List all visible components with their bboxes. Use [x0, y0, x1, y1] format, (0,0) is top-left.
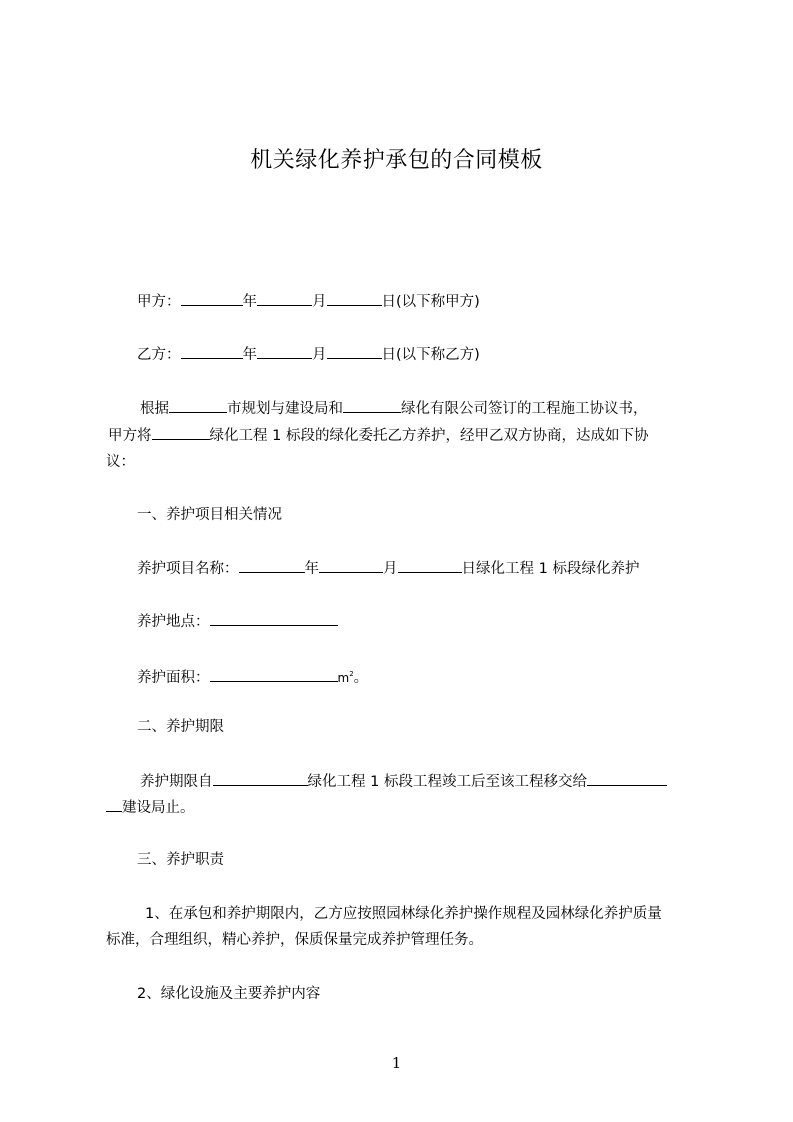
- intro-text-4: 甲方将: [108, 428, 152, 444]
- area-unit: m: [337, 671, 350, 685]
- section-3-heading: 三、养护职责: [137, 852, 224, 868]
- project-name-blank-year: [239, 558, 305, 573]
- period-blank-1: [213, 771, 308, 786]
- party-a-blank-year: [181, 291, 243, 306]
- duty-item-1-line-2: 标准，合理组织，精心养护，保质保量完成养护管理任务。: [106, 932, 483, 948]
- party-a-line: [137, 291, 480, 312]
- party-a-month: 月: [312, 294, 327, 310]
- party-b-blank-year: [181, 344, 243, 359]
- area-end: 。: [353, 670, 369, 686]
- intro-blank-1: [169, 398, 227, 413]
- intro-text-2: 市规划与建设局和: [227, 401, 343, 417]
- party-b-label: 乙方：: [137, 347, 181, 363]
- party-b-blank-day: [327, 344, 382, 359]
- period-blank-3: [106, 797, 122, 812]
- project-name-label: 养护项目名称：: [137, 561, 239, 577]
- project-name-line: [137, 558, 639, 579]
- period-line-2: [106, 797, 195, 818]
- location-line: [137, 611, 338, 632]
- party-b-line: [137, 344, 480, 365]
- party-a-label: 甲方：: [137, 294, 181, 310]
- period-line-1: [140, 771, 667, 792]
- party-a-day-suffix: 日(以下称甲方): [381, 294, 480, 310]
- intro-text-3: 绿化有限公司签订的工程施工协议书，: [401, 401, 648, 417]
- document-title: 机关绿化养护承包的合同模板: [250, 148, 543, 173]
- intro-line-1: [140, 398, 648, 419]
- section-1-heading: 一、养护项目相关情况: [137, 507, 282, 523]
- party-b-blank-month: [257, 344, 312, 359]
- section-2-heading: 二、养护期限: [137, 719, 224, 735]
- intro-text-5: 绿化工程 1 标段的绿化委托乙方养护，经甲乙双方协商，达成如下协: [209, 428, 649, 444]
- intro-line-3: [106, 452, 135, 472]
- party-b-month: 月: [312, 347, 327, 363]
- intro-line-2: [108, 425, 648, 446]
- area-blank: [210, 667, 338, 682]
- party-a-blank-month: [257, 291, 312, 306]
- project-name-blank-month: [319, 558, 383, 573]
- party-a-blank-day: [327, 291, 382, 306]
- page-number: 1: [391, 1054, 402, 1072]
- period-blank-2: [587, 771, 667, 786]
- project-name-year: 年: [304, 561, 319, 577]
- area-label: 养护面积：: [137, 670, 210, 686]
- intro-blank-3: [152, 425, 210, 440]
- location-label: 养护地点：: [137, 614, 210, 630]
- party-b-day-suffix: 日(以下称乙方): [381, 347, 480, 363]
- period-text-2: 绿化工程 1 标段工程竣工后至该工程移交给: [307, 774, 587, 790]
- project-name-blank-day: [398, 558, 462, 573]
- period-text-3: 建设局止。: [122, 800, 195, 816]
- project-name-month: 月: [383, 561, 398, 577]
- location-blank: [210, 611, 338, 626]
- project-name-suffix: 日绿化工程 1 标段绿化养护: [461, 561, 640, 577]
- area-line: [137, 664, 368, 688]
- intro-text-6: 议：: [106, 454, 135, 470]
- duty-item-1-line-1: 1、在承包和养护期限内，乙方应按照园林绿化养护操作规程及园林绿化养护质量: [145, 906, 662, 922]
- duty-item-2: 2、绿化设施及主要养护内容: [137, 986, 321, 1002]
- area-unit-superscript: 2: [349, 670, 354, 678]
- party-b-year: 年: [242, 347, 257, 363]
- intro-blank-2: [343, 398, 401, 413]
- period-text-1: 养护期限自: [140, 774, 213, 790]
- party-a-year: 年: [242, 294, 257, 310]
- intro-text-1: 根据: [140, 401, 169, 417]
